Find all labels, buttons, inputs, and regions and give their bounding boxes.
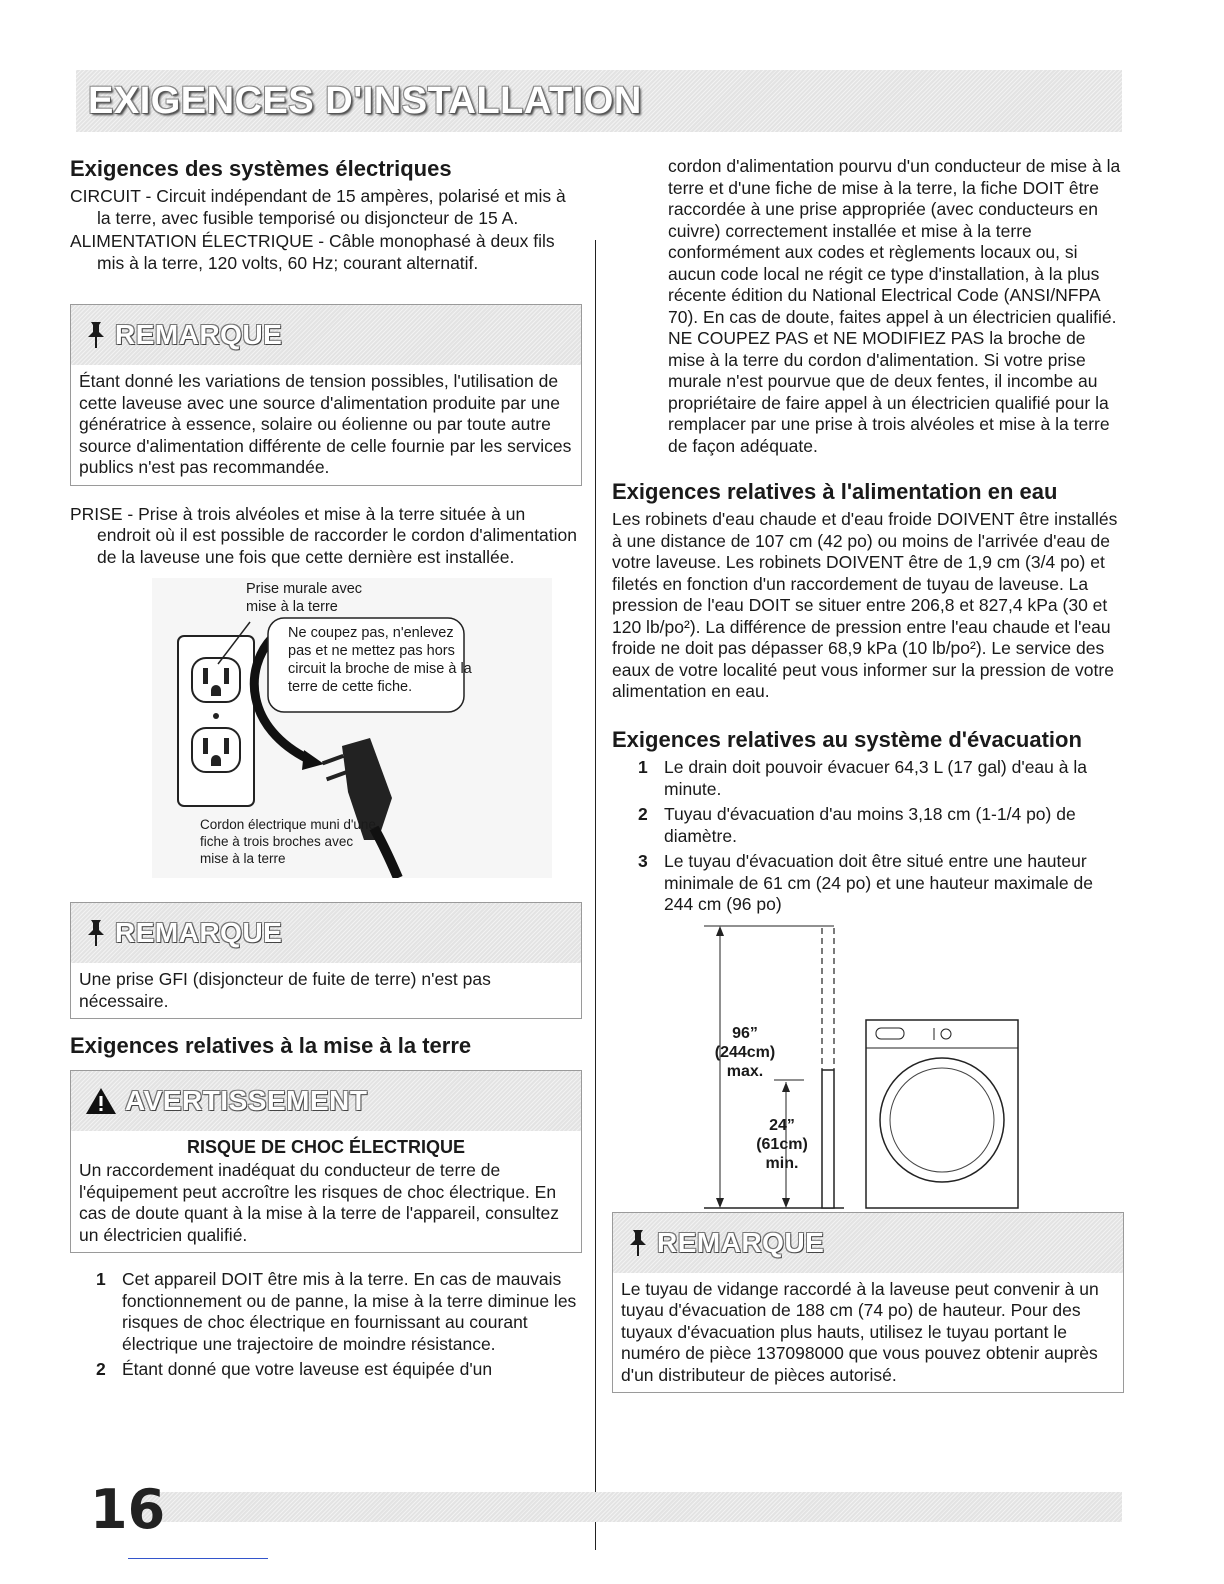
page-title: EXIGENCES D'INSTALLATION [88, 79, 642, 122]
note-text: Le tuyau de vidange raccordé à la laveuse peut convenir à un tuyau d'évacuation de 188 cm (74 po) de hauteur. Pour des tuyaux d'évacuation plus hauts, utilisez le tuyau portant le numéro de pièce 137098000 que vous pouvez obtenir auprès d'un distributeur de pièces autorisé. [621, 1278, 1099, 1385]
footer-bar [140, 1492, 1122, 1522]
pushpin-icon [627, 1228, 649, 1258]
list-item: 1 Cet appareil DOIT être mis à la terre. En cas de mauvais fonctionnement ou de panne, la mise à la terre diminue les risques de choc électrique en fournissant au courant électrique une trajectoire de moindre résistance. [96, 1269, 577, 1354]
right-column [612, 156, 1124, 1393]
warning-header [71, 1071, 581, 1131]
outlet-label: Prise murale avec mise à la terre [246, 581, 363, 616]
pushpin-icon [85, 918, 107, 948]
note-box-voltage [70, 304, 582, 486]
max-height-label: 96” (244cm) max. [714, 1024, 776, 1080]
cord-label: Cordon électrique muni d'une fiche à trois broches avec mise à la terre [200, 817, 376, 867]
warning-body [71, 1131, 581, 1253]
list-item: 3 Le tuyau d'évacuation doit être situé entre une hauteur minimale de 61 cm (24 po) et une hauteur maximale de 244 cm (96 po) [638, 851, 1093, 915]
note-text: Étant donné les variations de tension possibles, l'utilisation de cette laveuse avec une source d'alimentation produite par une génératrice à essence, solaire ou éolienne ou par toute autre source d'alimentation différente de celle fournie par les services publics n'est pas recommandée. [79, 371, 572, 478]
warning-text: Un raccordement inadéquat du conducteur de terre de l'équipement peut accroître les risques de choc électrique. En cas de doute quant à la mise à la terre de l'appareil, consultez un électricien qualifié. [79, 1160, 560, 1245]
note-header [71, 305, 581, 365]
note-title: REMARQUE [115, 917, 283, 949]
note-header [71, 903, 581, 963]
note-header [613, 1213, 1123, 1273]
warning-bubble-text: Ne coupez pas, n'enlevez pas et ne mettez pas hors circuit la broche de mise à la terre de cette fiche. [288, 625, 472, 696]
grounding-continued-text: cordon d'alimentation pourvu d'un conducteur de mise à la terre et d'une fiche de mise à la terre, la fiche DOIT être raccordée à une prise appropriée (avec conducteurs en cuivre) correctement installée et mise à la terre conformément aux codes et règlements locaux ou, si aucun code local ne régit ce type d'installation, à la plus récente édition du National Electrical Code (ANSI/NFPA 70). En cas de doute, faites appel à un électricien qualifié. NE COUPEZ PAS et NE MODIFIEZ PAS la broche de mise à la terre du cordon d'alimentation. Si votre prise murale n'est pourvue que de deux fentes, il incombe au propriétaire de faire appel à un électricien qualifié pour la remplacer par une prise à trois alvéoles et mise à la terre de façon adéquate. [668, 156, 1121, 456]
outlet-illustration [70, 578, 582, 878]
grounding-list [70, 1269, 582, 1381]
water-heading: Exigences relatives à l'alimentation en eau [612, 479, 1058, 504]
grounding-heading: Exigences relatives à la mise à la terre [70, 1033, 472, 1059]
list-item: 1 Le drain doit pouvoir évacuer 64,3 L (17 gal) d'eau à la minute. [638, 757, 1087, 799]
electrical-heading: Exigences des systèmes électriques [70, 156, 452, 181]
list-item: 2 Étant donné que votre laveuse est équipée d'un [96, 1359, 493, 1380]
drain-height-diagram [612, 920, 1124, 1220]
pushpin-icon [85, 320, 107, 350]
note-text: Une prise GFI (disjoncteur de fuite de terre) n'est pas nécessaire. [79, 969, 491, 1011]
warning-box [70, 1070, 582, 1254]
drain-heading: Exigences relatives au système d'évacuation [612, 726, 1082, 752]
outlet-text: PRISE - Prise à trois alvéoles et mise à la terre située à un endroit où il est possible de raccorder le cordon d'alimentation de la laveuse une fois que cette dernière est installée. [70, 503, 578, 567]
note-box-drain [612, 1212, 1124, 1394]
circuit-text: CIRCUIT - Circuit indépendant de 15 ampères, polarisé et mis à la terre, avec fusible temporisé ou disjoncteur de 15 A. [70, 186, 566, 228]
note-title: REMARQUE [115, 319, 283, 351]
warning-subtitle: RISQUE DE CHOC ÉLECTRIQUE [186, 1136, 466, 1157]
warning-title: AVERTISSEMENT [125, 1084, 368, 1116]
water-text: Les robinets d'eau chaude et d'eau froide DOIVENT être installés à une distance de 107 cm (42 po) ou moins de l'arrivée d'eau de votre laveuse. Les robinets DOIVENT être de 1,9 cm (3/4 po) et filetés en fonction d'un raccordement de tuyau de laveuse. La pression de l'eau DOIT se situer entre 206,8 et 827,4 kPa (30 et 120 lb/po²). La différence de pression entre l'eau chaude et l'eau froide ne doit pas dépasser 68,9 kPa (10 lb/po²). Le service des eaux de votre localité peut vous informer sur la pression de votre alimentation en eau. [612, 509, 1118, 702]
min-height-label: 24” (61cm) min. [756, 1116, 808, 1172]
note-box-gfi [70, 902, 582, 1019]
left-column [70, 156, 582, 1385]
warning-triangle-icon [85, 1087, 117, 1115]
note-title: REMARQUE [657, 1226, 825, 1258]
column-divider [595, 240, 596, 1550]
supply-text: ALIMENTATION ÉLECTRIQUE - Câble monophasé à deux fils mis à la terre, 120 volts, 60 Hz; courant alternatif. [70, 231, 555, 273]
page-number: 16 [90, 1478, 166, 1541]
list-item: 2 Tuyau d'évacuation d'au moins 3,18 cm (1-1/4 po) de diamètre. [638, 804, 1076, 846]
footer-rule [128, 1558, 268, 1559]
page-banner [76, 70, 1122, 132]
drain-list [612, 757, 1124, 916]
